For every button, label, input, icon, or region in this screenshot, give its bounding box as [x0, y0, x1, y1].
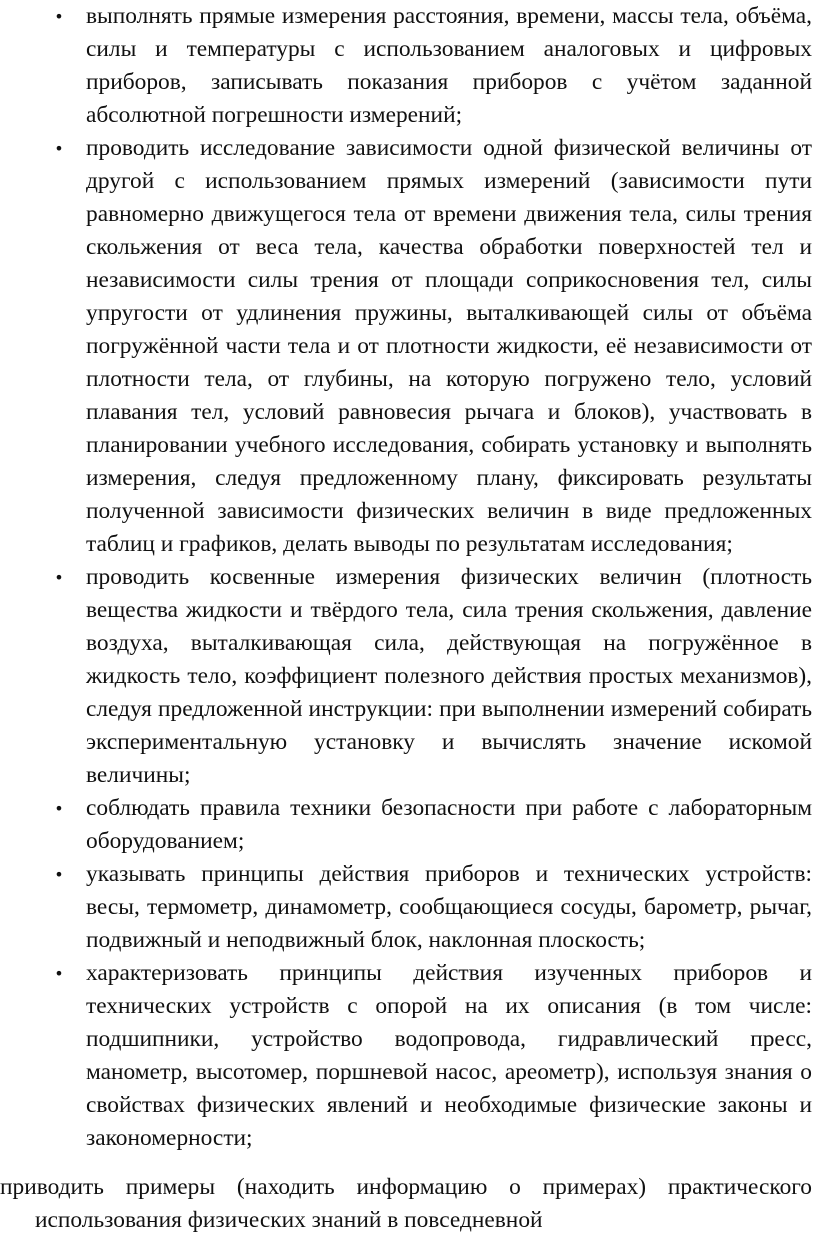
- list-item: [0, 132, 816, 561]
- list-item: [0, 0, 816, 132]
- bullet-icon: •: [54, 139, 64, 158]
- bullet-icon: •: [54, 964, 64, 983]
- list-item: [0, 561, 816, 792]
- bullet-icon: •: [54, 568, 64, 587]
- bullet-icon: •: [54, 865, 64, 884]
- list-item-text: выполнять прямые измерения расстояния, времени, массы тела, объёма, силы и температуры с использованием аналоговых и цифровых приборов, записывать показания приборов с учётом заданной абсолютной погрешности измерений;: [86, 3, 812, 128]
- list-item-text: проводить исследование зависимости одной физической величины от другой с использованием прямых измерений (зависимости пути равномерно движущегося тела от времени движения тела, силы трения скольжения от веса тела, качества обработки поверхностей тел и независимости силы трения от площади соприкосновения тел, силы упругости от удлинения пружины, выталкивающей силы от объёма погружённой части тела и от плотности жидкости, её независимости от плотности тела, от глубины, на которую погружено тело, условий плавания тел, условий равновесия рычага и блоков), участвовать в планировании учебного исследования, собирать установку и выполнять измерения, следуя предложенному плану, фиксировать результаты полученной зависимости физических величин в виде предложенных таблиц и графиков, делать выводы по результатам исследования;: [86, 135, 812, 557]
- bullet-icon: •: [54, 799, 64, 818]
- list-item-text: соблюдать правила техники безопасности при работе с лабораторным оборудованием;: [86, 795, 812, 854]
- list-item: [0, 957, 816, 1155]
- list-item-text: указывать принципы действия приборов и технических устройств: весы, термометр, динамометр, сообщающиеся сосуды, барометр, рычаг, подвижный и неподвижный блок, наклонная плоскость;: [86, 861, 812, 953]
- paragraph-text: приводить примеры (находить информацию о примерах) практического использования физических знаний в повседневной: [0, 1174, 812, 1233]
- list-item: [0, 858, 816, 957]
- bullet-icon: •: [54, 7, 64, 26]
- list-item: [0, 792, 816, 858]
- list-item-text: характеризовать принципы действия изученных приборов и технических устройств с опорой на их описания (в том числе: подшипники, устройство водопровода, гидравлический пресс, манометр, высотомер, поршневой насос, ареометр), используя знания о свойствах физических явлений и необходимые физические законы и закономерности;: [86, 960, 812, 1151]
- list-item-text: проводить косвенные измерения физических величин (плотность вещества жидкости и твёрдого тела, сила трения скольжения, давление воздуха, выталкивающая сила, действующая на погружённое в жидкость тело, коэффициент полезного действия простых механизмов), следуя предложенной инструкции: при выполнении измерений собирать экспериментальную установку и вычислять значение искомой величины;: [86, 564, 812, 788]
